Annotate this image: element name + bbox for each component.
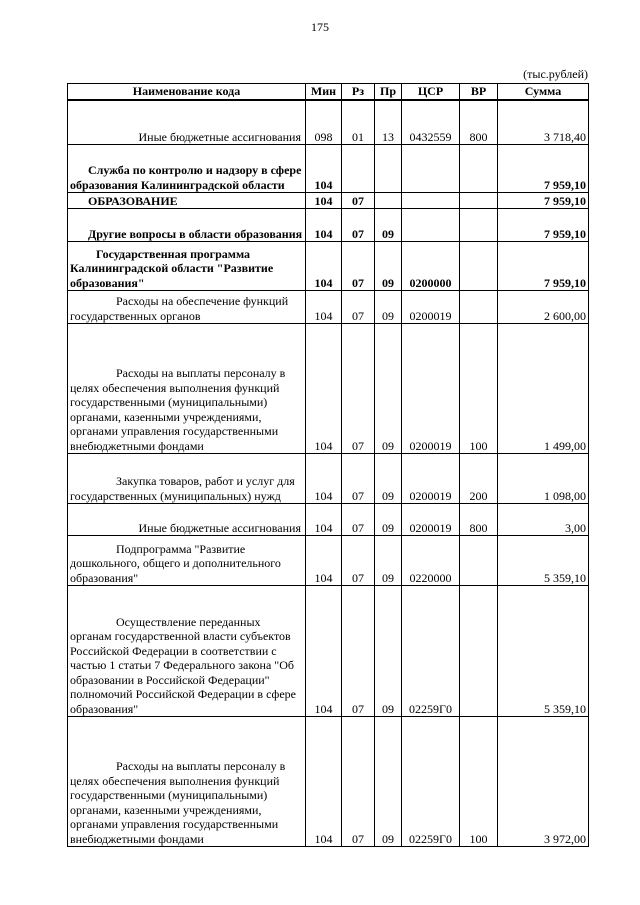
row-name-text: Расходы на обеспечение функций государственных органов bbox=[70, 294, 289, 323]
col-header-vr: ВР bbox=[460, 84, 498, 100]
row-vr: 800 bbox=[460, 100, 498, 145]
row-sum: 3,00 bbox=[498, 504, 589, 536]
row-rz: 07 bbox=[342, 586, 375, 717]
table-header-row bbox=[68, 84, 589, 100]
row-min: 104 bbox=[306, 209, 342, 242]
row-rz: 07 bbox=[342, 536, 375, 586]
table-row bbox=[68, 717, 589, 847]
row-rz: 07 bbox=[342, 193, 375, 209]
row-sum: 7 959,10 bbox=[498, 193, 589, 209]
row-name bbox=[68, 209, 306, 242]
table-row bbox=[68, 209, 589, 242]
row-csr: 0200019 bbox=[402, 504, 460, 536]
table-row bbox=[68, 291, 589, 324]
row-rz: 07 bbox=[342, 242, 375, 291]
row-min: 104 bbox=[306, 291, 342, 324]
row-vr: 200 bbox=[460, 454, 498, 504]
row-name-text: Другие вопросы в области образования bbox=[88, 226, 303, 241]
row-sum: 7 959,10 bbox=[498, 145, 589, 193]
row-name-text: Служба по контролю и надзору в сфере образования Калининградской области bbox=[70, 163, 302, 192]
row-csr: 02259Г0 bbox=[402, 586, 460, 717]
row-sum: 1 098,00 bbox=[498, 454, 589, 504]
row-rz: 07 bbox=[342, 209, 375, 242]
row-pr: 09 bbox=[375, 717, 402, 847]
row-csr: 0200019 bbox=[402, 454, 460, 504]
row-name bbox=[68, 193, 306, 209]
row-name-text: Закупка товаров, работ и услуг для государственных (муниципальных) нужд bbox=[70, 474, 295, 503]
col-header-pr: Пр bbox=[375, 84, 402, 100]
page-number: 175 bbox=[311, 20, 329, 34]
table-row bbox=[68, 193, 589, 209]
row-vr bbox=[460, 209, 498, 242]
row-name-text: Государственная программа Калининградской области "Развитие образования" bbox=[70, 246, 274, 290]
row-pr: 13 bbox=[375, 100, 402, 145]
row-vr: 100 bbox=[460, 324, 498, 454]
row-rz: 07 bbox=[342, 454, 375, 504]
row-pr: 09 bbox=[375, 209, 402, 242]
col-header-sum: Сумма bbox=[498, 84, 589, 100]
row-min: 104 bbox=[306, 193, 342, 209]
row-sum: 7 959,10 bbox=[498, 209, 589, 242]
col-header-min: Мин bbox=[306, 84, 342, 100]
row-name-text: Расходы на выплаты персоналу в целях обеспечения выполнения функций государственными (муниципальными) органами, казенными учреждениями, органами управления государственными внебюджетными фондами bbox=[70, 759, 286, 846]
row-rz: 01 bbox=[342, 100, 375, 145]
row-name bbox=[68, 586, 306, 717]
units-label: (тыс.рублей) bbox=[523, 67, 588, 81]
row-name: Иные бюджетные ассигнования bbox=[68, 504, 306, 536]
col-header-csr: ЦСР bbox=[402, 84, 460, 100]
row-min: 104 bbox=[306, 454, 342, 504]
budget-table bbox=[67, 83, 589, 847]
row-vr: 100 bbox=[460, 717, 498, 847]
row-rz: 07 bbox=[342, 324, 375, 454]
row-name bbox=[68, 536, 306, 586]
row-name-text: ОБРАЗОВАНИЕ bbox=[88, 193, 178, 208]
col-header-name: Наименование кода bbox=[68, 84, 306, 100]
row-sum: 1 499,00 bbox=[498, 324, 589, 454]
row-csr: 0200000 bbox=[402, 242, 460, 291]
row-pr: 09 bbox=[375, 504, 402, 536]
table-row bbox=[68, 586, 589, 717]
row-name bbox=[68, 291, 306, 324]
row-csr bbox=[402, 193, 460, 209]
row-csr bbox=[402, 209, 460, 242]
col-header-rz: Рз bbox=[342, 84, 375, 100]
row-min: 104 bbox=[306, 145, 342, 193]
table-row bbox=[68, 504, 589, 536]
row-rz: 07 bbox=[342, 717, 375, 847]
table-row bbox=[68, 242, 589, 291]
row-name: Иные бюджетные ассигнования bbox=[68, 100, 306, 145]
row-pr: 09 bbox=[375, 536, 402, 586]
row-pr: 09 bbox=[375, 242, 402, 291]
row-pr bbox=[375, 145, 402, 193]
row-name bbox=[68, 145, 306, 193]
row-rz bbox=[342, 145, 375, 193]
row-vr: 800 bbox=[460, 504, 498, 536]
row-name bbox=[68, 324, 306, 454]
row-min: 104 bbox=[306, 536, 342, 586]
row-pr: 09 bbox=[375, 454, 402, 504]
row-rz: 07 bbox=[342, 504, 375, 536]
row-sum: 2 600,00 bbox=[498, 291, 589, 324]
row-csr: 0200019 bbox=[402, 324, 460, 454]
table-row bbox=[68, 324, 589, 454]
row-csr: 0200019 bbox=[402, 291, 460, 324]
row-vr bbox=[460, 145, 498, 193]
row-vr bbox=[460, 586, 498, 717]
table-row bbox=[68, 454, 589, 504]
row-pr: 09 bbox=[375, 324, 402, 454]
row-name bbox=[68, 717, 306, 847]
row-name bbox=[68, 454, 306, 504]
row-vr bbox=[460, 536, 498, 586]
row-name bbox=[68, 242, 306, 291]
row-min: 104 bbox=[306, 586, 342, 717]
row-name-text: Расходы на выплаты персоналу в целях обеспечения выполнения функций государственными (муниципальными) органами, казенными учреждениями, органами управления государственными внебюджетными фондами bbox=[70, 366, 286, 453]
row-sum: 5 359,10 bbox=[498, 536, 589, 586]
row-sum: 7 959,10 bbox=[498, 242, 589, 291]
row-csr: 0432559 bbox=[402, 100, 460, 145]
row-vr bbox=[460, 291, 498, 324]
row-vr bbox=[460, 193, 498, 209]
row-pr bbox=[375, 193, 402, 209]
row-min: 104 bbox=[306, 242, 342, 291]
table-row bbox=[68, 145, 589, 193]
row-pr: 09 bbox=[375, 291, 402, 324]
row-pr: 09 bbox=[375, 586, 402, 717]
row-min: 104 bbox=[306, 324, 342, 454]
table-row bbox=[68, 536, 589, 586]
row-min: 104 bbox=[306, 504, 342, 536]
row-csr: 02259Г0 bbox=[402, 717, 460, 847]
row-sum: 5 359,10 bbox=[498, 586, 589, 717]
row-min: 104 bbox=[306, 717, 342, 847]
row-vr bbox=[460, 242, 498, 291]
row-min: 098 bbox=[306, 100, 342, 145]
row-csr bbox=[402, 145, 460, 193]
row-sum: 3 718,40 bbox=[498, 100, 589, 145]
row-name-text: Осуществление переданных органам государственной власти субъектов Российской Федерации в соответствии с частью 1 статьи 7 Федерального закона "Об образовании в Российской Федерации" полномочий Российской Федерации в сфере образования" bbox=[70, 614, 296, 716]
table-row bbox=[68, 100, 589, 145]
row-csr: 0220000 bbox=[402, 536, 460, 586]
row-sum: 3 972,00 bbox=[498, 717, 589, 847]
row-name-text: Подпрограмма "Развитие дошкольного, общего и дополнительного образования" bbox=[70, 541, 281, 585]
row-rz: 07 bbox=[342, 291, 375, 324]
